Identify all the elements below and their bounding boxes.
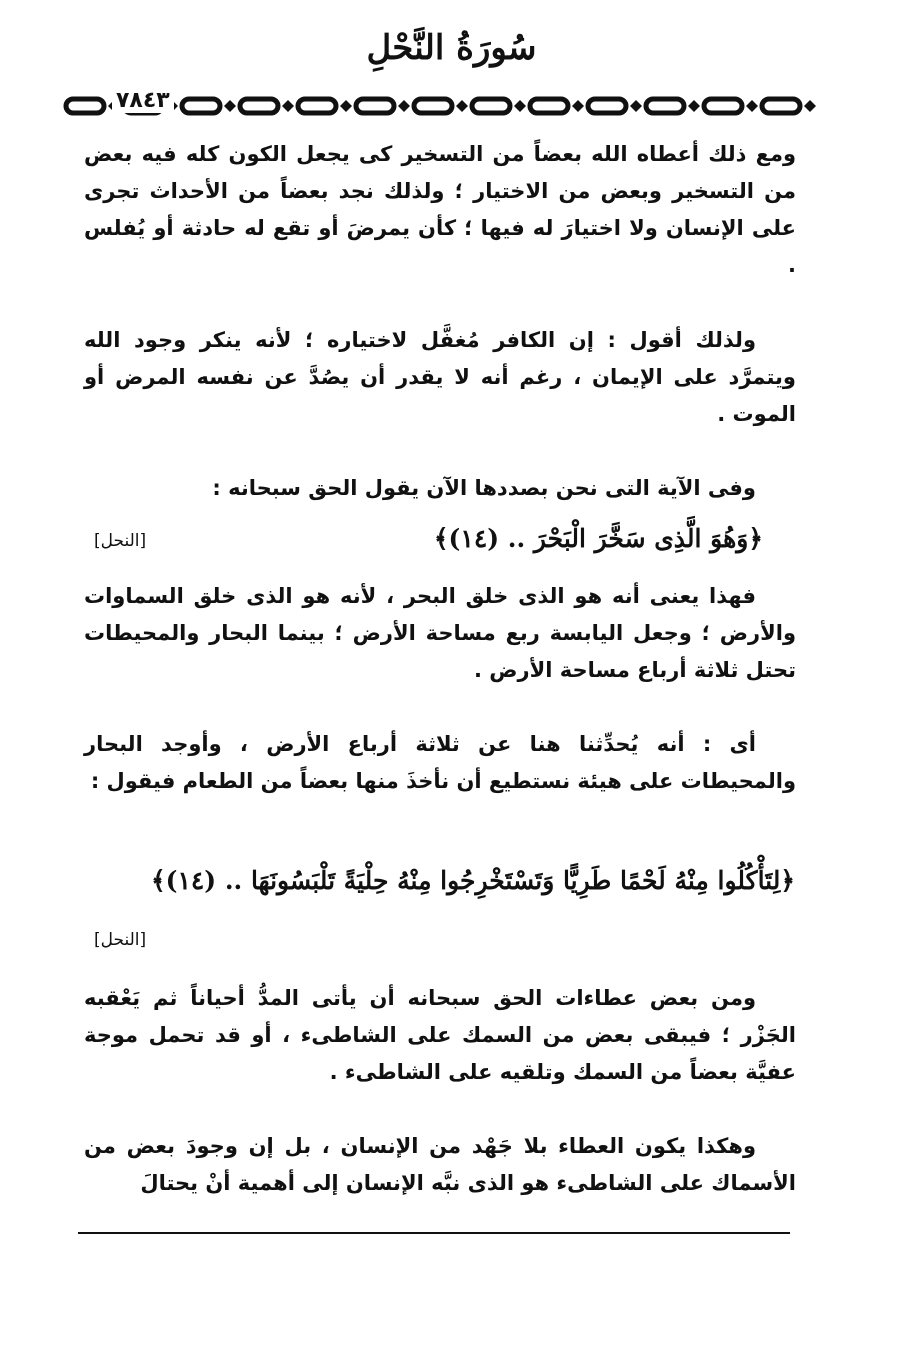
chain-link <box>182 99 220 113</box>
surah-title: سُورَةُ النَّحْلِ <box>366 28 537 68</box>
paragraph-5: أى : أنه يُحدِّثنا هنا عن ثلاثة أرباع الأرض ، وأوجد البحار والمحيطات على هيئة نستطيع أن نأخذَ منها بعضاً من الطعام فيقول : <box>84 732 796 793</box>
chain-link <box>414 99 452 113</box>
chain-link <box>588 99 626 113</box>
chain-link <box>66 99 104 113</box>
chain-dot <box>456 100 468 112</box>
quran-verse-2: ﴿لِتَأْكُلُوا مِنْهُ لَحْمًا طَرِيًّا وَتَسْتَخْرِجُوا مِنْهُ حِلْيَةً تَلْبَسُونَهَا .. (١٤)﴾ <box>150 866 795 895</box>
paragraph-2: ولذلك أقول : إن الكافر مُغفَّل لاختياره ؛ لأنه ينكر وجود الله ويتمرَّد على الإيمان ، رغم أنه لا يقدر أن يصُدَّ عن نفسه المرض أو الموت . <box>84 328 796 426</box>
quran-verse-1: ﴿وَهُوَ الَّذِى سَخَّرَ الْبَحْرَ .. (١٤)﴾ <box>433 524 763 553</box>
chain-dot <box>282 100 294 112</box>
chain-dot <box>514 100 526 112</box>
chain-dot <box>572 100 584 112</box>
decorative-chain-border <box>62 86 834 126</box>
chain-link <box>298 99 336 113</box>
chain-link <box>472 99 510 113</box>
paragraph-3: وفى الآية التى نحن بصددها الآن يقول الحق سبحانه : <box>212 476 756 500</box>
chain-dot <box>630 100 642 112</box>
chain-link <box>646 99 684 113</box>
surah-reference-1: [النحل] <box>94 531 147 551</box>
chain-link <box>530 99 568 113</box>
chain-link <box>704 99 742 113</box>
chain-dot <box>688 100 700 112</box>
chain-link <box>240 99 278 113</box>
chain-link <box>762 99 800 113</box>
chain-dot <box>804 100 816 112</box>
page-number: ٧٨٤٣ <box>112 88 174 113</box>
chain-dot <box>340 100 352 112</box>
paragraph-4: فهذا يعنى أنه هو الذى خلق البحر ، لأنه هو الذى خلق السماوات والأرض ؛ وجعل اليابسة ربع مساحة الأرض ؛ بينما البحار والمحيطات تحتل ثلاثة أرباع مساحة الأرض . <box>84 584 796 682</box>
surah-reference-2: [النحل] <box>94 930 147 950</box>
chain-link <box>356 99 394 113</box>
chain-dot <box>746 100 758 112</box>
chain-dot <box>224 100 236 112</box>
paragraph-6: ومن بعض عطاءات الحق سبحانه أن يأتى المدُّ أحياناً ثم يَعْقبه الجَزْر ؛ فيبقى بعض من السمك على الشاطىء ، أو قد تحمل موجة عفيَّة بعضاً من السمك وتلقيه على الشاطىء . <box>84 986 796 1084</box>
paragraph-7: وهكذا يكون العطاء بلا جَهْد من الإنسان ، بل إن وجودَ بعض من الأسماك على الشاطىء هو الذى نبَّه الإنسان إلى أهمية أنْ يحتالَ <box>84 1134 796 1195</box>
footer-divider <box>78 1232 790 1234</box>
chain-dot <box>398 100 410 112</box>
paragraph-1: ومع ذلك أعطاه الله بعضاً من التسخير كى يجعل الكون كله فيه بعض من التسخير وبعض من الاختيار ؛ ولذلك نجد بعضاً من الأحداث تجرى على الإنسان ولا اختيارَ له فيها ؛ كأن يمرضَ أو تقع له حادثة أو يُفلس . <box>84 142 796 277</box>
